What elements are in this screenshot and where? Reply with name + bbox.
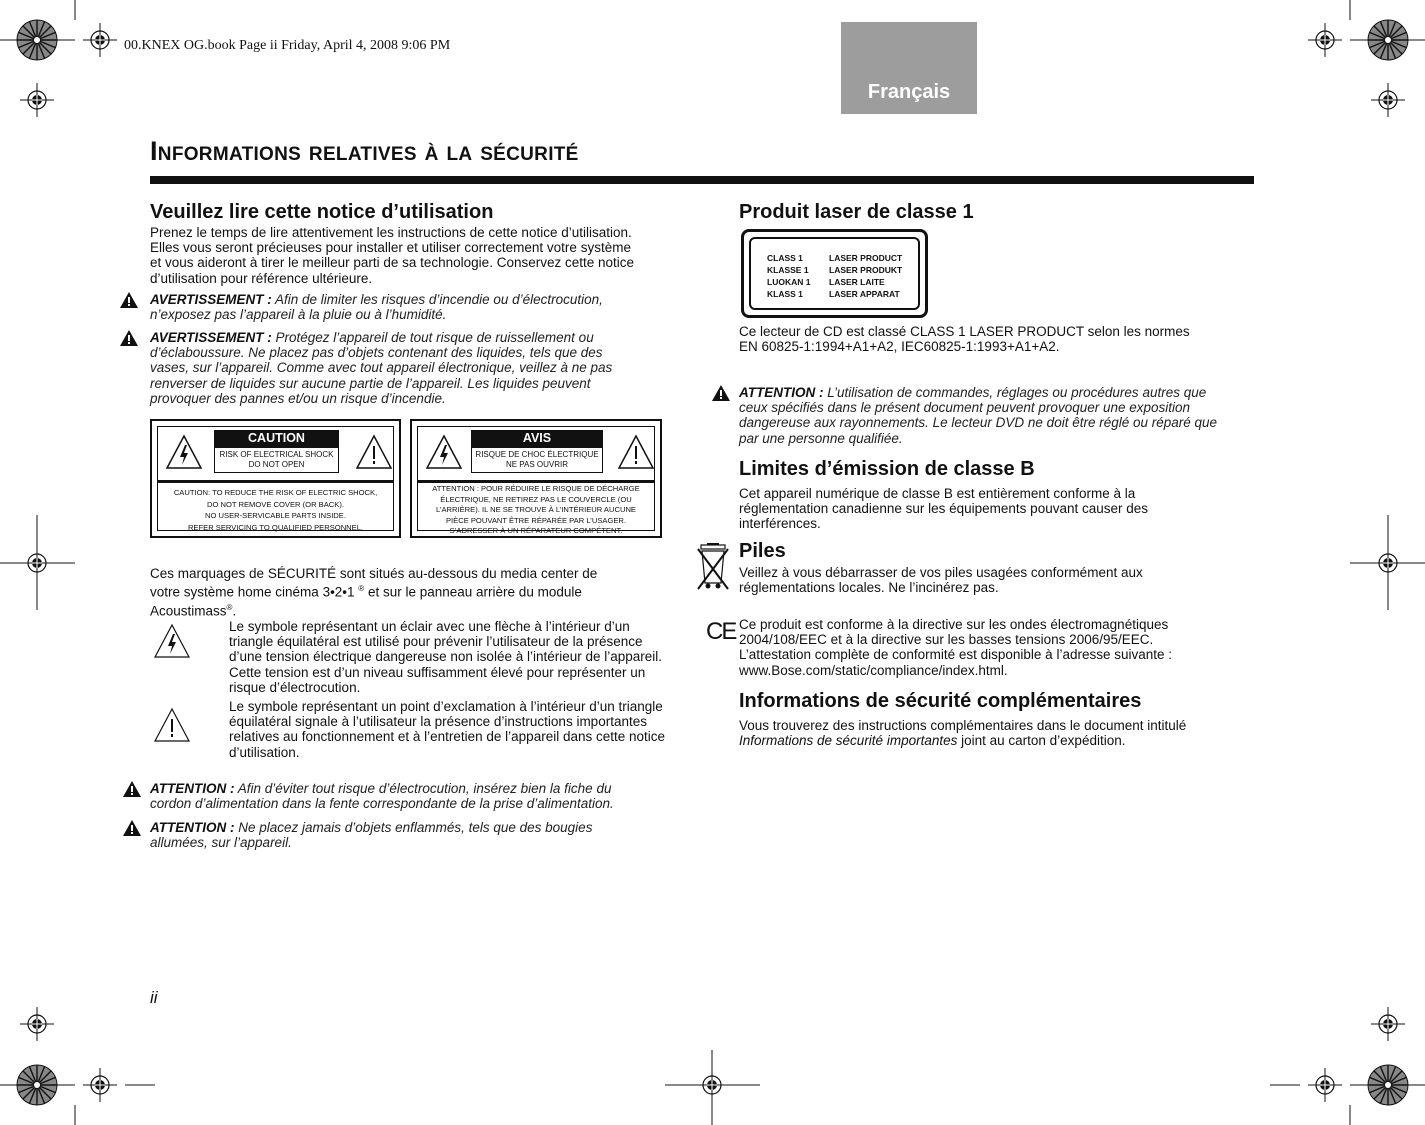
warning-1-text: Afin de limiter les risques d’incendie ou d’électrocution, <box>271 292 603 307</box>
laser-attention-text: dangereuse aux rayonnements. Le lecteur DVD ne doit être réglé ou réparé que <box>739 415 1218 431</box>
warning-icon <box>119 329 139 347</box>
piles-line: réglementations locales. Ne l’incinérez pas. <box>739 580 999 596</box>
exclamation-triangle-icon <box>152 706 192 744</box>
attention-2 <box>150 820 670 850</box>
ce-mark: CE <box>706 618 736 645</box>
laser-label-frame <box>749 237 920 310</box>
attention-1 <box>150 781 670 811</box>
warning-2 <box>150 330 670 406</box>
markings-line: Ces marquages de SÉCURITÉ sont situés au-dessous du media center de <box>150 566 598 581</box>
avis-band <box>418 480 654 483</box>
caution-foot-line: CAUTION: TO REDUCE THE RISK OF ELECTRIC SHOCK, <box>173 488 378 497</box>
laser-label-row <box>767 277 885 287</box>
ce-line: Ce produit est conforme à la directive sur les ondes électromagnétiques <box>739 617 1169 632</box>
laser-attention <box>739 385 1259 446</box>
laser-class: LUOKAN 1 <box>767 277 811 287</box>
ce-line: www.Bose.com/static/compliance/index.html. <box>739 662 1008 678</box>
classb-line: interférences. <box>739 516 821 532</box>
markings-line <box>150 581 597 600</box>
lightning-triangle-icon <box>424 433 464 471</box>
read-paragraph <box>150 225 634 286</box>
laser-line: Ce lecteur de CD est classé CLASS 1 LASER PRODUCT selon les normes <box>739 324 1190 339</box>
avis-foot-line: S’ADRESSER À UN RÉPARATEUR COMPÉTENT. <box>449 526 623 536</box>
warning-2-text: vases, sur l’appareil. Comme avec tout appareil électronique, veillez à ne pas <box>150 360 613 376</box>
laser-attention-text: ceux spécifiés dans le présent document peuvent provoquer une exposition <box>739 400 1191 416</box>
lightning-line: d’une tension électrique dangereuse non isolée à l’intérieur de l’appareil. <box>229 649 663 665</box>
ce-paragraph <box>739 617 1172 678</box>
page-number: ii <box>150 988 158 1007</box>
more-info-line <box>739 733 1186 748</box>
language-tab-label: Français <box>867 81 951 103</box>
warning-2-text: renverser de liquides sur aucune partie de l’appareil. Les liquides peuvent <box>150 375 591 391</box>
read-line: et vous aideront à tirer le meilleur parti de sa technologie. Conservez cette notice <box>150 255 635 271</box>
exclamation-explanation <box>229 699 665 760</box>
caution-foot-line: DO NOT REMOVE COVER (OR BACK). <box>207 499 344 509</box>
warning-1-text: n’exposez pas l’appareil à la pluie ou à l’humidité. <box>150 307 447 323</box>
avis-label-frame <box>417 426 655 536</box>
avis-foot-line: ÉLECTRIQUE, NE RETIREZ PAS LE COUVERCLE (OU <box>440 494 632 504</box>
exclamation-line: équilatéral signale à l’utilisateur la présence d’instructions importantes <box>229 714 647 730</box>
markings-text: . <box>232 603 237 619</box>
more-info-heading: Informations de sécurité complémentaires <box>739 690 1142 712</box>
laser-label-row <box>767 265 902 275</box>
caution-foot <box>164 487 387 533</box>
language-tab <box>841 22 977 114</box>
avis-foot-line: ATTENTION : POUR RÉDUIRE LE RISQUE DE DÉCHARGE <box>432 484 640 493</box>
print-slug: 00.KNEX OG.book Page ii Friday, April 4, 2008 9:06 PM <box>124 38 451 53</box>
attention-2-label: ATTENTION : <box>150 820 235 835</box>
laser-class: KLASS 1 <box>767 289 803 299</box>
exclamation-triangle-icon <box>616 433 656 471</box>
caution-head: CAUTION <box>214 430 339 447</box>
lightning-triangle-icon <box>164 433 204 471</box>
markings-text: Acoustimass <box>150 603 227 619</box>
more-info-paragraph <box>739 718 1186 748</box>
exclamation-line: d’utilisation. <box>229 744 300 760</box>
avis-foot-line: L’ARRIÈRE). IL NE SE TROUVE À L’INTÉRIEUR AUCUNE <box>435 505 637 515</box>
page-title: Informations relatives à la sécurité <box>150 136 579 166</box>
attention-1-text: cordon d’alimentation dans la fente correspondante de la prise d’alimentation. <box>150 796 614 812</box>
laser-heading: Produit laser de classe 1 <box>739 201 974 223</box>
laser-product: LASER LAITE <box>829 277 885 287</box>
exclamation-line: relatives au fonctionnement et à l’entretien de l’appareil dans cette notice <box>229 729 666 745</box>
caution-sub: RISK OF ELECTRICAL SHOCK <box>219 450 334 459</box>
read-line: Prenez le temps de lire attentivement les instructions de cette notice d’utilisation. <box>150 225 632 240</box>
attention-2-text: Ne placez jamais d’objets enflammés, tels que des bougies <box>234 820 593 835</box>
exclamation-triangle-icon <box>354 433 394 471</box>
caution-foot-line: NO USER-SERVICABLE PARTS INSIDE. <box>205 511 346 520</box>
attention-2-text: allumées, sur l’appareil. <box>150 835 292 851</box>
caution-sub-box <box>214 447 339 473</box>
read-line: Elles vous seront précieuses pour installer et utiliser correctement votre système <box>150 240 631 256</box>
laser-attention-text: L’utilisation de commandes, réglages ou procédures autres que <box>823 385 1207 400</box>
laser-label-row <box>767 253 902 263</box>
laser-product: LASER PRODUKT <box>829 265 903 275</box>
caution-label-frame <box>157 426 394 531</box>
laser-attention-label: ATTENTION : <box>739 385 824 400</box>
lightning-line: Cette tension est d’un niveau suffisamment élevé pour représenter un <box>229 664 646 680</box>
warning-2-text: Protégez l’appareil de tout risque de ruissellement ou <box>271 330 594 345</box>
laser-class-label <box>741 229 928 318</box>
warning-icon <box>122 819 142 837</box>
piles-heading: Piles <box>739 540 786 562</box>
warning-1-label: AVERTISSEMENT : <box>150 292 272 307</box>
piles-paragraph <box>739 565 1143 595</box>
caution-foot-line: REFER SERVICING TO QUALIFIED PERSONNEL. <box>187 522 364 532</box>
caution-band <box>158 480 393 483</box>
crossed-bin-icon <box>696 543 730 593</box>
classb-line: réglementation canadienne sur les équipements pouvant causer des <box>739 501 1149 517</box>
warning-2-text: d’éclaboussure. Ne placez pas d’objets contenant des liquides, tels que des <box>150 345 603 361</box>
avis-foot-line: PIÈCE POUVANT ÊTRE RÉPARÉE PAR L’USAGER. <box>445 515 627 525</box>
attention-1-text: Afin d’éviter tout risque d’électrocution, insérez bien la fiche du <box>234 781 612 796</box>
avis-sub-box <box>471 447 603 473</box>
document-title: Informations de sécurité importantes <box>739 733 958 749</box>
laser-product: LASER PRODUCT <box>829 253 903 263</box>
avis-sub: RISQUE DE CHOC ÉLECTRIQUE <box>475 450 599 459</box>
piles-line: Veillez à vous débarrasser de vos piles usagées conformément aux <box>739 565 1143 580</box>
registered-mark: ® <box>226 602 233 612</box>
warning-icon <box>122 780 142 798</box>
exclamation-line: Le symbole représentant un point d’exclamation à l’intérieur d’un triangle <box>229 699 663 714</box>
lightning-explanation <box>229 619 662 695</box>
avis-foot <box>424 484 648 537</box>
read-heading: Veuillez lire cette notice d’utilisation <box>150 201 494 223</box>
lightning-line: triangle équilatéral est utilisé pour prévenir l’utilisateur de la présence <box>229 634 643 650</box>
classb-paragraph <box>739 486 1148 532</box>
warning-icon <box>119 291 139 309</box>
laser-class: KLASSE 1 <box>767 265 809 275</box>
warning-1 <box>150 292 670 322</box>
lightning-triangle-icon <box>152 622 192 660</box>
laser-product: LASER APPARAT <box>829 289 900 299</box>
read-line: d’utilisation pour référence ultérieure. <box>150 270 373 286</box>
markings-line <box>150 600 597 619</box>
avis-label <box>410 419 662 538</box>
laser-attention-text: par une personne qualifiée. <box>739 430 903 446</box>
lightning-line: Le symbole représentant un éclair avec une flèche à l’intérieur d’un <box>229 619 630 634</box>
ce-line: 2004/108/EEC et à la directive sur les basses tensions 2006/95/EEC. <box>739 632 1154 648</box>
avis-sub: NE PAS OUVRIR <box>505 460 569 469</box>
more-info-line: Vous trouverez des instructions complémentaires dans le document intitulé <box>739 718 1187 733</box>
classb-heading: Limites d’émission de classe B <box>739 458 1035 480</box>
registered-mark: ® <box>358 584 365 594</box>
caution-sub: DO NOT OPEN <box>248 460 305 469</box>
caution-label <box>150 419 401 538</box>
lightning-line: risque d’électrocution. <box>229 679 361 695</box>
ce-line: L’attestation complète de conformité est disponible à l’adresse suivante : <box>739 647 1173 663</box>
markings-text: votre système home cinéma 3•2•1 <box>150 584 355 600</box>
laser-class: CLASS 1 <box>767 253 803 263</box>
attention-1-label: ATTENTION : <box>150 781 235 796</box>
warning-2-label: AVERTISSEMENT : <box>150 330 272 345</box>
laser-paragraph <box>739 324 1190 354</box>
avis-head: AVIS <box>471 430 603 447</box>
markings-paragraph <box>150 566 597 619</box>
classb-line: Cet appareil numérique de classe B est entièrement conforme à la <box>739 486 1136 501</box>
more-info-text: joint au carton d’expédition. <box>957 733 1126 749</box>
laser-label-row <box>767 289 900 299</box>
warning-2-text: provoquer des pannes et/ou un risque d’incendie. <box>150 390 446 406</box>
markings-text: et sur le panneau arrière du module <box>364 584 582 600</box>
warning-icon <box>711 384 731 402</box>
laser-line: EN 60825-1:1994+A1+A2, IEC60825-1:1993+A1+A2. <box>739 339 1060 355</box>
title-rule <box>150 176 1254 184</box>
